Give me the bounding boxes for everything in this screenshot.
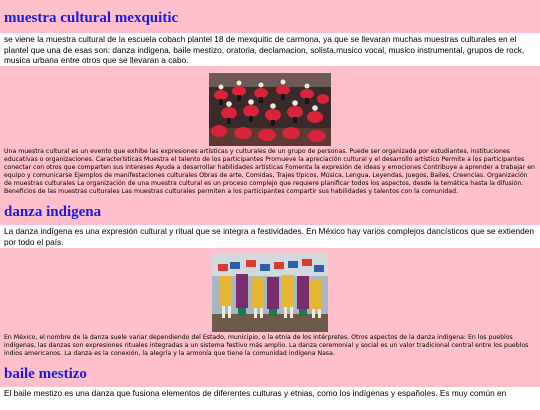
intro-panel: se viene la muestra cultural de la escuela cobach plantel 18 de mexquitic de carmona, ya que se llevaran muchas muestras culturales en el plantel que una de esas son: danza indigena, baile mestizo, oratoria, declamacion, solista,musico vocal, musico instrumental, grupos de rock, musica urbana entre otros que se llevaran a cabo. (0, 33, 540, 66)
danza-heading: danza indigena (4, 204, 102, 220)
indigenous-dance-photo (212, 254, 328, 332)
baile-lead-panel: El baile mestizo es una danza que fusiona elementos de diferentes culturas y etnias, como los indígenas y españoles. Es muy común en (0, 387, 540, 410)
page-title: muestra cultural mexquitic (4, 10, 179, 26)
folk-dance-photo (209, 73, 331, 146)
muestra-cultural-description: Una muestra cultural es un evento que exhibe las expresiones artísticas y culturales de un grupo de personas. Puede ser organizada por estudiantes, instituciones educativas o organizaciones. Características Muestra el talento de los participantes Promueve la apreciación cultural y el desarrollo artístico Permite a los participantes conectar con otros que comparten sus intereses Ayuda a desarrollar habilidades artísticas Fomenta la expresión de ideas y emociones Contribuye a aprender a trabajar en equipo y comunicarse Ejemplos de manifestaciones culturales Obras de arte, Comidas, Trajes típicos, Música, Lengua, Leyendas, Juegos, Bailes, Creencias. Organización de muestras culturales La organización de una muestra cultural es un proceso complejo que requiere planificar todos los aspectos, desde la temática hasta la difusión. Beneficios de las muestras culturales Las muestras culturales permiten a los participantes compartir sus habilidades y talentos con la comunidad. (4, 148, 535, 195)
danza-description: En México, el nombre de la danza suele variar dependiendo del Estado, municipio, o la etnia de los intérpretes. Otros aspectos de la danza indígena: En los pueblos indígenas, las danzas son expresiones rituales integradas a un sistema festivo más amplio. La danza ceremonial y social es un valor tradicional central entre los pueblos indios americanos. La danza es la conexión, la alegría y la armonía que tiene la comunidad indígena Nasa. (4, 334, 529, 357)
dance-photo-figure (4, 73, 536, 146)
folk-dance-photo-illustration (209, 73, 331, 146)
indigenous-dance-photo-illustration (212, 254, 328, 332)
baile-heading: baile mestizo (4, 366, 87, 382)
danza-lead-panel: La danza indígena es una expresión cultural y ritual que se integra a festividades. En México hay varios complejos dancísticos que se extienden por todo el país. (0, 225, 540, 248)
danza-photo-figure (4, 254, 536, 332)
